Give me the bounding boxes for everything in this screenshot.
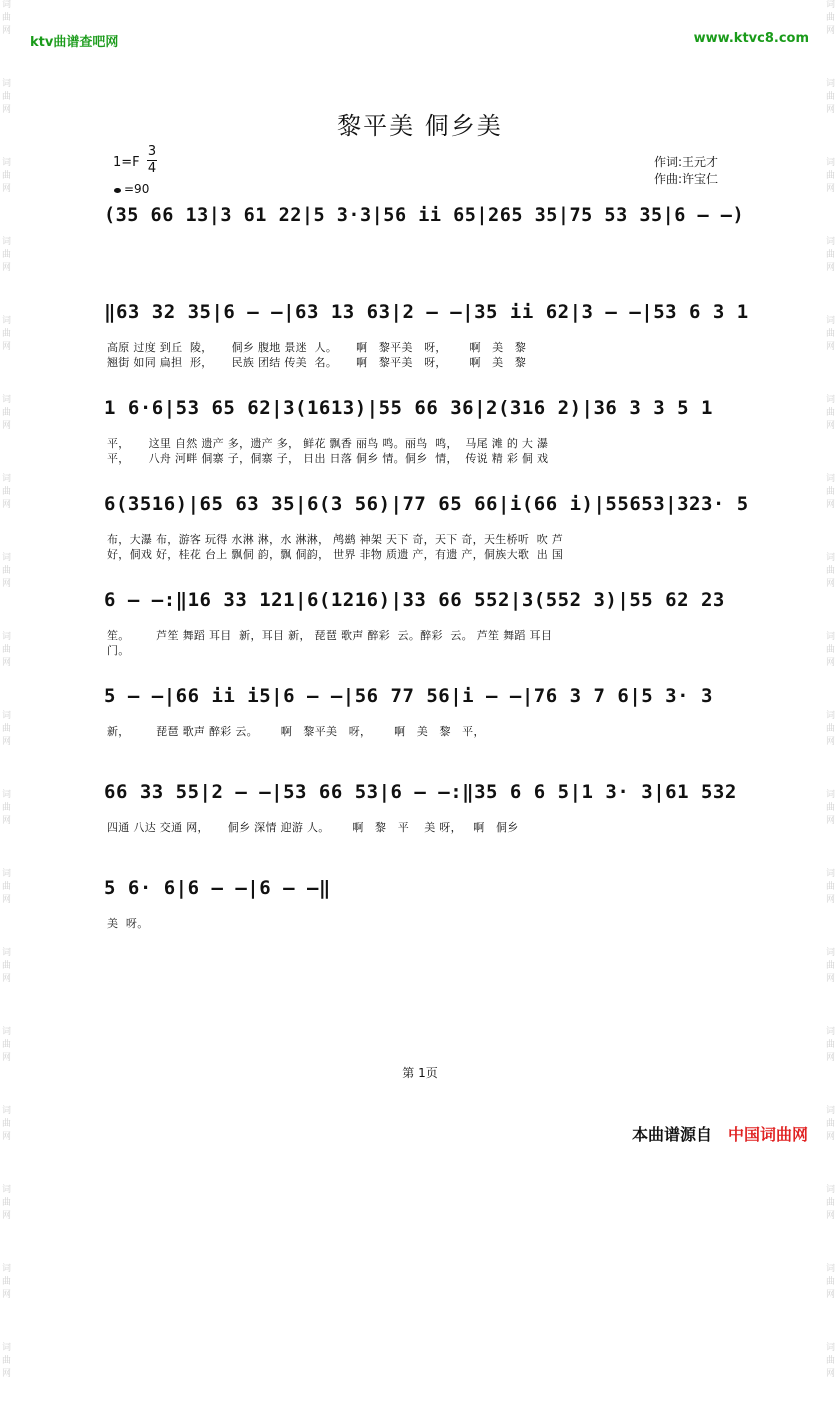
lyric-line: 四通 八达 交通 网， 侗乡 深情 迎游 人。 啊 黎 平 美 呀， 啊 侗乡 xyxy=(107,821,519,834)
notation-row: ‖63 32 35|6 — —|63 13 63|2 — —|35 ii 62|3 — —|53 6 3 1 xyxy=(104,301,749,323)
lyric-line: 平， 八舟 河畔 侗寨 子，侗寨 子， 日出 日落 侗乡 情。侗乡 情， 传说 精 彩 侗 戏 xyxy=(107,452,549,465)
lyric-line: 高原 过度 到丘 陵， 侗乡 腹地 景迷 人。 啊 黎平美 呀， 啊 美 黎 xyxy=(107,341,527,354)
notation-row: 6(3516)|65 63 35|6(3 56)|77 65 66|i(66 i)|55653|323· 5 xyxy=(104,493,749,515)
lyric-line: 好，侗戏 好，桂花 台上 飘侗 韵，飘 侗韵， 世界 非物 质遗 产，有遗 产，侗族大歌 出 国 xyxy=(107,548,564,561)
notation-row: 5 6· 6|6 — —|6 — —‖ xyxy=(104,877,331,899)
source-site[interactable]: 中国词曲网 xyxy=(727,1125,808,1144)
left-site-label[interactable]: ktv曲谱查吧网 xyxy=(30,35,119,50)
lyricist: 作词:王元才 xyxy=(654,155,719,169)
tempo-marking: =90 xyxy=(114,182,149,196)
notation-row: 6 — —:‖16 33 121|6(1216)|33 66 552|3(552 3)|55 62 23 xyxy=(104,589,725,611)
song-title: 黎平美 侗乡美 xyxy=(337,112,503,140)
key-signature: 1=F xyxy=(113,155,140,170)
notation-row: 1 6·6|53 65 62|3(1613)|55 66 36|2(316 2)|36 3 3 5 1 xyxy=(104,397,713,419)
source-credit: 本曲谱源自 中国词曲网 xyxy=(631,1125,808,1144)
notation-row: 5 — —|66 ii i5|6 — —|56 77 56|i — —|76 3 7 6|5 3· 3 xyxy=(104,685,713,707)
time-signature: 3 4 xyxy=(147,144,157,176)
page-number: 第 1页 xyxy=(402,1066,438,1080)
notation-row: 66 33 55|2 — —|53 66 53|6 — —:‖35 6 6 5|1 3· 3|61 532 xyxy=(104,781,737,803)
lyric-line: 门。 xyxy=(107,644,130,657)
left-watermark: 词 曲 网 词 曲 网 词 曲 网 词 曲 网 词 曲 网 词 曲 网 词 曲 网 词 曲 网 词 曲 网 词 曲 网 词 曲 网 词 曲 网 词 曲 网 词 曲 网 词 曲 网 词 曲 网 词 曲 网 词 曲 网 xyxy=(2,0,12,1379)
quarter-note-icon xyxy=(114,188,121,193)
lyric-line: 笙。 芦笙 舞蹈 耳目 新，耳目 新， 琵琶 歌声 醉彩 云。醉彩 云。 芦笙 舞蹈 耳目 xyxy=(107,629,553,642)
right-site-label[interactable]: www.ktvc8.com xyxy=(693,31,809,46)
lyric-line: 平， 这里 自然 遗产 多，遗产 多， 鲜花 飘香 丽鸟 鸣。丽鸟 鸣， 马尾 滩 的 大 瀑 xyxy=(107,437,549,450)
lyric-line: 布，大瀑 布，游客 玩得 水淋 淋，水 淋淋， 鸬鹚 神架 天下 奇，天下 奇，天生桥听 吹 芦 xyxy=(107,533,564,546)
composer: 作曲:许宝仁 xyxy=(654,172,719,186)
lyric-line: 美 呀。 xyxy=(107,917,149,930)
right-watermark: 词 曲 网 词 曲 网 词 曲 网 词 曲 网 词 曲 网 词 曲 网 词 曲 网 词 曲 网 词 曲 网 词 曲 网 词 曲 网 词 曲 网 词 曲 网 词 曲 网 词 曲 网 词 曲 网 词 曲 网 词 曲 网 xyxy=(826,0,836,1379)
lyric-line: 翘街 如同 扁担 形， 民族 团结 传美 名。 啊 黎平美 呀， 啊 美 黎 xyxy=(107,356,527,369)
lyric-line: 新， 琵琶 歌声 醉彩 云。 啊 黎平美 呀， 啊 美 黎 平， xyxy=(107,725,485,738)
notation-row: (35 66 13|3 61 22|5 3·3|56 ii 65|265 35|75 53 35|6 — —) xyxy=(104,205,745,226)
